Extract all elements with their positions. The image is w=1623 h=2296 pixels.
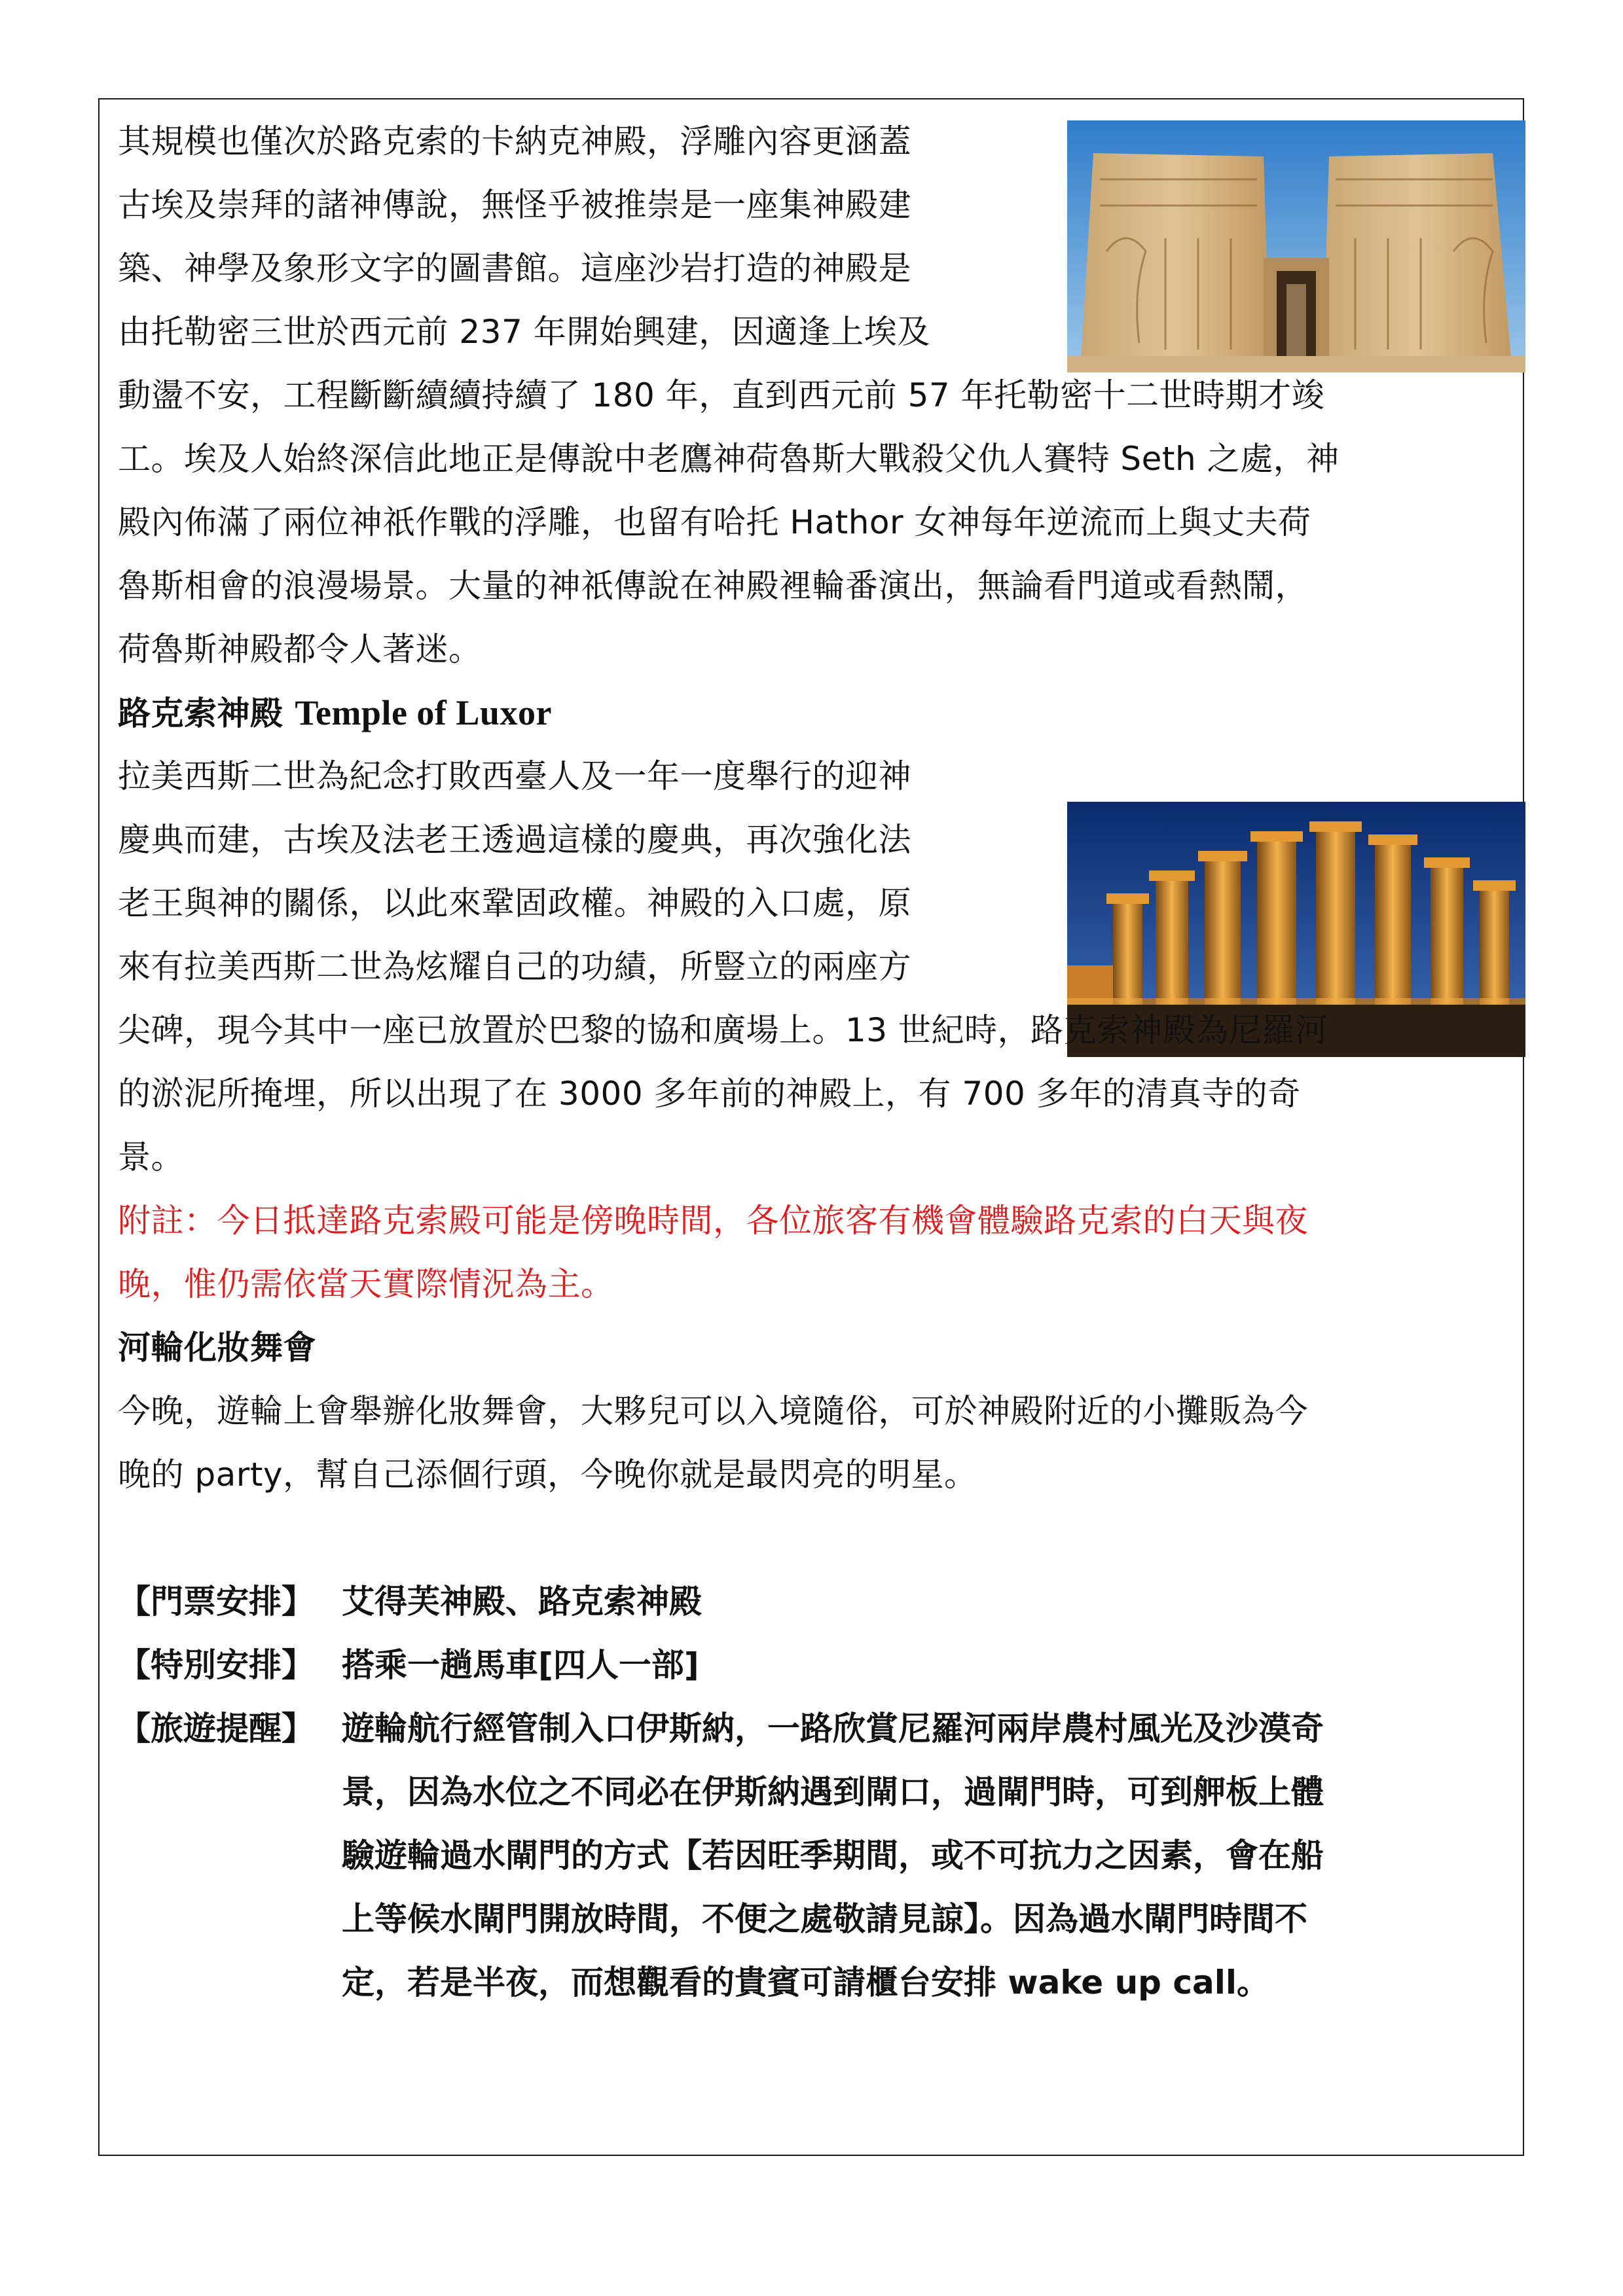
- luxor-text-line: 來有拉美西斯二世為炫耀自己的功績，所豎立的兩座方: [118, 948, 911, 986]
- reminder-line: 景，因為水位之不同必在伊斯納遇到閘口，過閘門時，可到舺板上體: [342, 1773, 1324, 1811]
- reminder-line: 上等候水閘門開放時間，不便之處敬請見諒】。因為過水閘門時間不: [342, 1900, 1307, 1938]
- luxor-text-line: 的淤泥所掩埋，所以出現了在 3000 多年前的神殿上，有 700 多年的清真寺的奇: [118, 1075, 1301, 1113]
- edfu-text-line: 荷魯斯神殿都令人著迷。: [118, 630, 482, 668]
- special-value: 搭乘一趟馬車[四人一部]: [342, 1646, 699, 1684]
- tickets-label: 【門票安排】: [118, 1583, 314, 1621]
- luxor-heading: [118, 693, 552, 732]
- luxor-text-line: 景。: [118, 1138, 184, 1176]
- masquerade-heading: 河輪化妝舞會: [118, 1329, 316, 1367]
- luxor-heading-en: Temple of Luxor: [295, 693, 552, 732]
- edfu-text-line: 由托勒密三世於西元前 237 年開始興建，因適逢上埃及: [118, 313, 930, 351]
- note-line: 附註：今日抵達路克索殿可能是傍晚時間，各位旅客有機會體驗路克索的白天與夜: [118, 1202, 1308, 1240]
- masquerade-text-line: 今晚，遊輪上會舉辦化妝舞會，大夥兒可以入境隨俗，可於神殿附近的小攤販為今: [118, 1392, 1308, 1430]
- tickets-value: 艾得芙神殿、路克索神殿: [342, 1583, 702, 1621]
- edfu-text-line: 古埃及崇拜的諸神傳說，無怪乎被推崇是一座集神殿建: [118, 186, 911, 224]
- reminder-line: 遊輪航行經管制入口伊斯納，一路欣賞尼羅河兩岸農村風光及沙漠奇: [342, 1710, 1324, 1748]
- reminder-line: 定，若是半夜，而想觀看的貴賓可請櫃台安排 wake up call。: [342, 1964, 1270, 2001]
- luxor-text-line: 慶典而建，古埃及法老王透過這樣的慶典，再次強化法: [118, 821, 911, 859]
- luxor-text-line: 尖碑，現今其中一座已放置於巴黎的協和廣場上。13 世紀時，路克索神殿為尼羅河: [118, 1011, 1328, 1049]
- special-label: 【特別安排】: [118, 1646, 314, 1684]
- page-frame: [98, 98, 1524, 2156]
- masquerade-text-line: 晚的 party，幫自己添個行頭，今晚你就是最閃亮的明星。: [118, 1456, 977, 1494]
- luxor-text-line: 老王與神的關係，以此來鞏固政權。神殿的入口處，原: [118, 884, 911, 922]
- edfu-temple-photo: [1067, 120, 1525, 372]
- luxor-text-line: 拉美西斯二世為紀念打敗西臺人及一年一度舉行的迎神: [118, 757, 911, 795]
- reminder-line: 驗遊輪過水閘門的方式【若因旺季期間，或不可抗力之因素，會在船: [342, 1837, 1324, 1874]
- edfu-text-line: 殿內佈滿了兩位神祇作戰的浮雕，也留有哈托 Hathor 女神每年逆流而上與丈夫荷: [118, 503, 1311, 541]
- edfu-text-line: 築、神學及象形文字的圖書館。這座沙岩打造的神殿是: [118, 249, 911, 287]
- luxor-heading-cn: 路克索神殿: [118, 694, 295, 732]
- edfu-text-line: 魯斯相會的浪漫場景。大量的神祇傳說在神殿裡輪番演出，無論看門道或看熱鬧，: [118, 567, 1308, 605]
- reminder-label: 【旅遊提醒】: [118, 1710, 314, 1748]
- edfu-text-line: 工。埃及人始終深信此地正是傳說中老鷹神荷魯斯大戰殺父仇人賽特 Seth 之處，神: [118, 440, 1340, 478]
- edfu-text-line: 其規模也僅次於路克索的卡納克神殿，浮雕內容更涵蓋: [118, 122, 911, 160]
- note-line: 晚，惟仍需依當天實際情況為主。: [118, 1265, 614, 1303]
- edfu-text-line: 動盪不安，工程斷斷續續持續了 180 年，直到西元前 57 年托勒密十二世時期才竣: [118, 376, 1325, 414]
